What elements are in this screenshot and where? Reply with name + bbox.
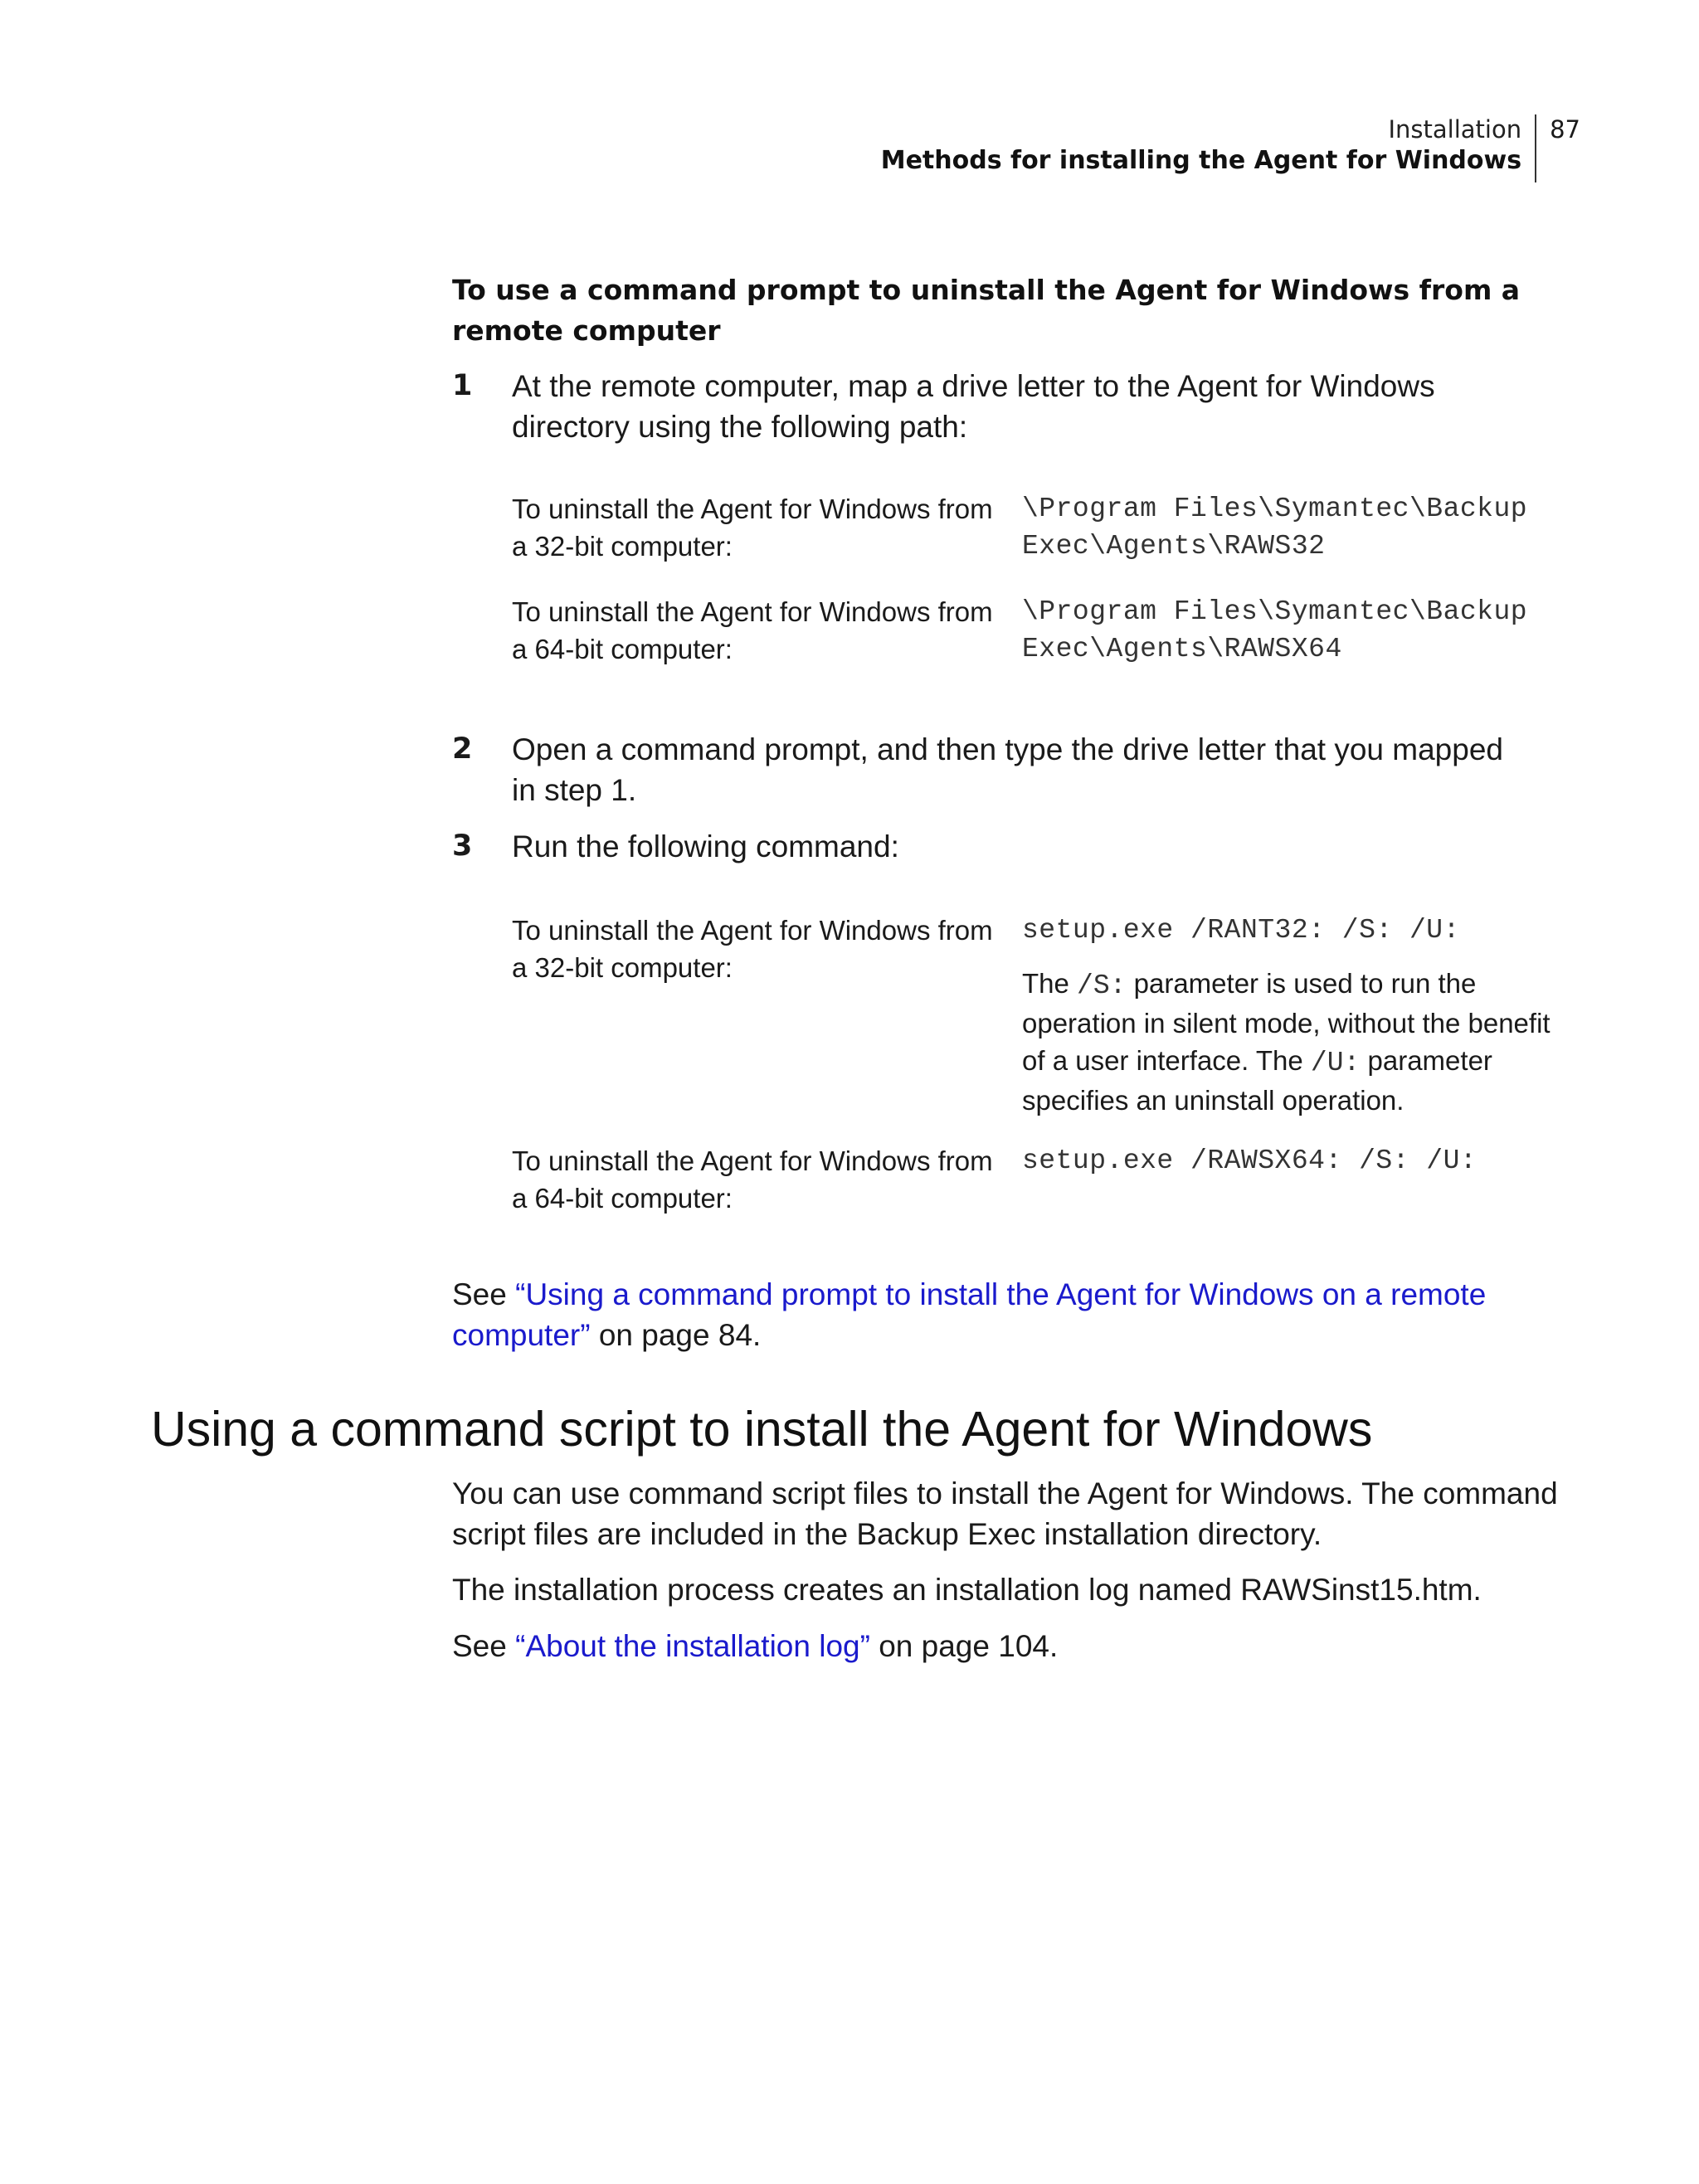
command-value: setup.exe /RAWSX64: /S: /U: (1022, 1146, 1477, 1176)
step-text: Open a command prompt, and then type the drive letter that you mapped in step 1. (512, 732, 1503, 807)
path-value: \Program Files\Symantec\Backup Exec\Agents\RAWSX64 (1022, 596, 1528, 664)
note-text: parameter specifies an uninstall operation. (1022, 1045, 1492, 1116)
cross-reference-link[interactable]: “About the installation log” (515, 1629, 870, 1663)
command-value: setup.exe /RANT32: /S: /U: (1022, 915, 1460, 946)
section-paragraph: You can use command script files to install the Agent for Windows. The command script files are included in the Backup Exec installation directory. (452, 1476, 1558, 1551)
running-header (881, 114, 1580, 182)
procedure-title: To use a command prompt to uninstall the Agent for Windows from a remote computer (452, 274, 1521, 347)
step-number: 3 (452, 829, 473, 863)
path-label: To uninstall the Agent for Windows from a 32-bit computer: (512, 494, 993, 562)
section-heading: Using a command script to install the Agent for Windows (151, 1402, 1373, 1457)
see-also-install (452, 1274, 1564, 1355)
note-code: /S: (1077, 970, 1127, 1001)
see-also-log (452, 1626, 1564, 1666)
note-text: The (1022, 968, 1078, 999)
step-text: At the remote computer, map a drive letter to the Agent for Windows directory using the following path: (512, 369, 1435, 444)
step-number: 1 (452, 369, 473, 402)
section-paragraph: The installation process creates an installation log named RAWSinst15.htm. (452, 1573, 1482, 1607)
see-suffix: on page 104. (869, 1629, 1059, 1663)
see-prefix: See (452, 1277, 516, 1311)
header-chapter: Installation (1388, 115, 1522, 143)
command-note (1022, 965, 1553, 1119)
see-prefix: See (452, 1629, 516, 1663)
cross-reference-link[interactable]: “Using a command prompt to install the Agent for Windows on a remote computer” (452, 1277, 1487, 1352)
command-label: To uninstall the Agent for Windows from a 64-bit computer: (512, 1146, 993, 1214)
path-value: \Program Files\Symantec\Backup Exec\Agents\RAWS32 (1022, 494, 1528, 562)
note-code: /U: (1310, 1048, 1361, 1078)
step-number: 2 (452, 732, 473, 766)
command-label: To uninstall the Agent for Windows from a 32-bit computer: (512, 915, 993, 983)
header-titles (881, 114, 1536, 182)
note-text: parameter is used to run the operation in silent mode, without the benefit of a user interface. The (1022, 968, 1551, 1076)
page-number: 87 (1550, 115, 1580, 143)
see-suffix: on page 84. (590, 1318, 762, 1352)
path-label: To uninstall the Agent for Windows from a 64-bit computer: (512, 596, 993, 664)
step-text: Run the following command: (512, 829, 899, 863)
header-section: Methods for installing the Agent for Windows (880, 146, 1522, 175)
